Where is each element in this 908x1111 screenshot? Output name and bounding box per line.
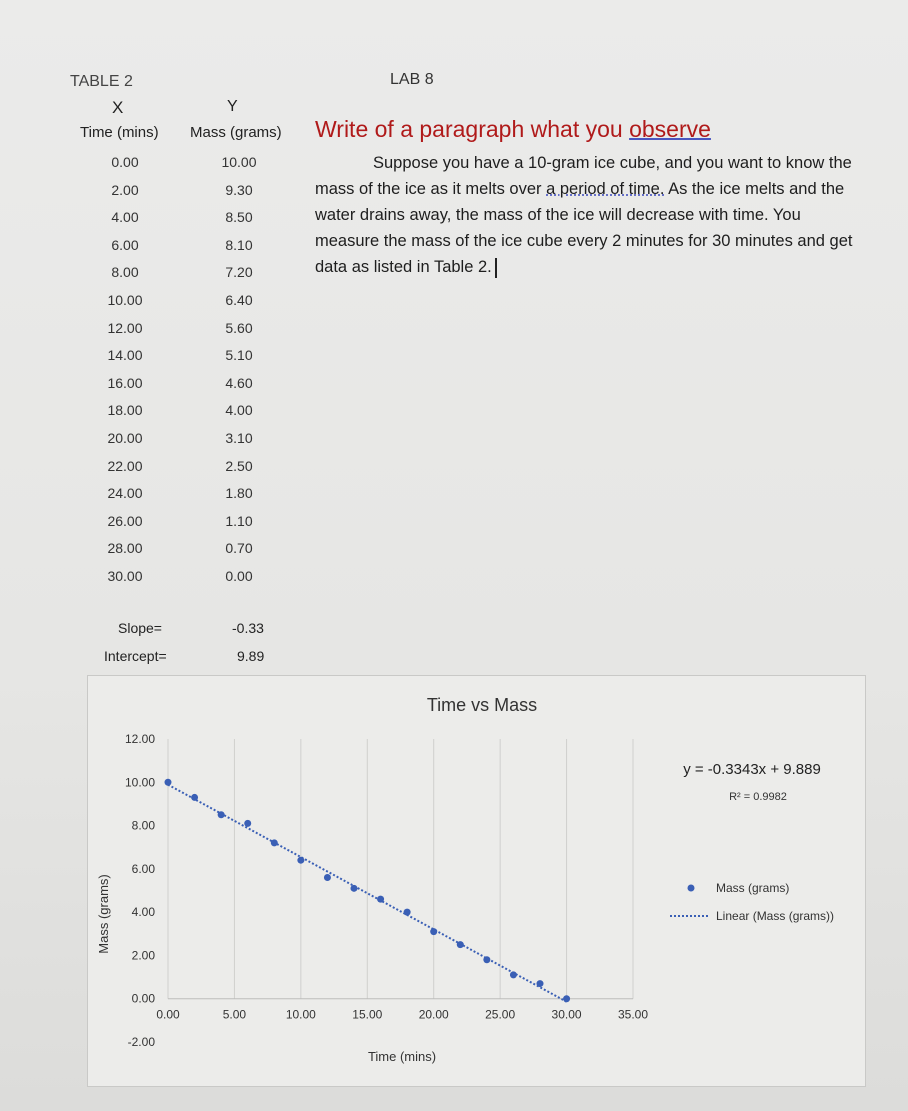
chart-gridlines: [168, 739, 633, 999]
y-tick-label: -2.00: [127, 1035, 155, 1049]
r-squared-label: R² = 0.9982: [729, 791, 787, 803]
time-column-header: Time (mins): [80, 124, 159, 141]
paragraph-heading[interactable]: [315, 116, 711, 143]
intercept-value: 9.89: [237, 648, 265, 664]
x-axis-label: Time (mins): [367, 1049, 437, 1064]
table-cell-mass: 4.60: [225, 374, 253, 391]
table-cell-mass: 8.50: [225, 209, 253, 226]
x-tick-labels: [156, 1008, 648, 1022]
x-tick-label: 35.00: [617, 1007, 649, 1022]
y-tick-label: 10.00: [124, 775, 155, 790]
table-cell-time: 24.00: [107, 485, 143, 502]
trendline-equation: y = -0.3343x + 9.889: [683, 761, 821, 778]
x-tick-label: 10.00: [285, 1007, 316, 1022]
table-cell-time: 16.00: [107, 374, 143, 391]
y-tick-label: 0.00: [131, 991, 155, 1006]
data-point: [404, 909, 411, 916]
table-cell-time: 28.00: [107, 540, 143, 557]
y-tick-labels: [125, 732, 155, 1049]
y-axis-label: Mass (grams): [96, 874, 111, 954]
data-point: [165, 779, 172, 786]
data-point: [430, 928, 437, 935]
spellcheck-flagged-text: a period of time.: [546, 180, 665, 198]
table-cell-time: 4.00: [111, 209, 139, 226]
table-cell-mass: 5.10: [225, 347, 253, 364]
data-point: [351, 885, 358, 892]
data-point: [191, 794, 198, 801]
table-cell-mass: 3.10: [225, 430, 253, 446]
data-point: [244, 820, 251, 827]
data-point: [377, 896, 384, 903]
legend-label-mass: Mass (grams): [716, 881, 790, 895]
y-tick-label: 6.00: [131, 861, 155, 876]
table-cell-time: 26.00: [107, 512, 143, 529]
table-cell-mass: 8.10: [225, 236, 253, 253]
table-cell-mass: 5.60: [225, 319, 253, 336]
table-cell-mass: 6.40: [225, 292, 253, 308]
mass-column-header: Mass (grams): [190, 124, 282, 141]
table-cell-time: 30.00: [107, 568, 143, 584]
x-tick-label: 20.00: [418, 1007, 449, 1022]
table-cell-mass: 4.00: [225, 402, 253, 419]
table-cell-time: 6.00: [111, 236, 139, 253]
table-cell-mass: 0.70: [225, 540, 253, 557]
data-point: [483, 956, 490, 963]
table-cell-time: 2.00: [111, 181, 139, 198]
paragraph-text-area[interactable]: [315, 150, 860, 280]
data-point: [537, 980, 544, 987]
lab-title: LAB 8: [390, 71, 434, 88]
table-cell-mass: 0.00: [225, 568, 253, 584]
table-cell-mass: 9.30: [225, 181, 253, 198]
legend: [670, 881, 834, 923]
table-cell-time: 8.00: [111, 264, 139, 281]
text-cursor: [495, 258, 497, 278]
intercept-label: Intercept=: [104, 648, 167, 664]
chart-container[interactable]: [87, 675, 866, 1087]
y-tick-label: 8.00: [131, 818, 155, 833]
x-tick-label: 15.00: [352, 1007, 383, 1022]
data-point: [457, 941, 464, 948]
paragraph-text-1: Suppose you have a 10-gram ice cube, and you want to know the mass of the ice as it melts over: [315, 154, 852, 198]
table-cell-mass: 1.80: [225, 485, 253, 502]
x-tick-label: 5.00: [222, 1007, 247, 1022]
chart-title: Time vs Mass: [426, 695, 538, 715]
data-point: [324, 874, 331, 881]
chart-svg: [88, 676, 865, 1086]
table-cell-time: 14.00: [107, 347, 143, 364]
heading-underlined-word: observe: [629, 116, 711, 142]
y-tick-label: 2.00: [131, 948, 155, 963]
legend-label-linear: Linear (Mass (grams)): [716, 909, 835, 923]
paragraph-text-2: As the ice melts and the water drains away, the mass of the ice will decrease with time. You measure the mass of the ice cube every 2 minutes for 30 minutes and get data as listed in Table 2.: [315, 180, 853, 276]
y-tick-label: 12.00: [124, 732, 155, 746]
slope-value: -0.33: [232, 620, 264, 636]
table-cell-time: 18.00: [107, 402, 143, 419]
data-point: [218, 811, 225, 818]
table-title: TABLE 2: [70, 73, 133, 90]
data-point: [271, 839, 278, 846]
x-tick-label: 25.00: [485, 1007, 516, 1022]
x-column-letter: X: [112, 98, 124, 117]
y-tick-label: 4.00: [131, 905, 155, 920]
x-tick-label: 30.00: [551, 1007, 582, 1022]
table-cell-time: 0.00: [111, 154, 139, 170]
x-tick-label: 0.00: [156, 1007, 180, 1022]
table-cell-time: 20.00: [107, 430, 143, 446]
data-point: [297, 857, 304, 864]
legend-marker-mass: [688, 885, 695, 892]
table-cell-mass: 7.20: [225, 264, 253, 281]
table-cell-time: 12.00: [107, 319, 143, 336]
table-cell-mass: 2.50: [225, 457, 253, 474]
data-point: [510, 971, 517, 978]
table-cell-mass: 10.00: [221, 154, 257, 170]
table-cell-mass: 1.10: [225, 512, 253, 529]
y-column-letter: Y: [227, 98, 238, 115]
slope-label: Slope=: [118, 620, 162, 636]
table-cell-time: 22.00: [107, 457, 143, 474]
table-cell-time: 10.00: [107, 292, 143, 308]
heading-text: Write of a paragraph what you: [315, 116, 630, 142]
data-point: [563, 995, 570, 1002]
